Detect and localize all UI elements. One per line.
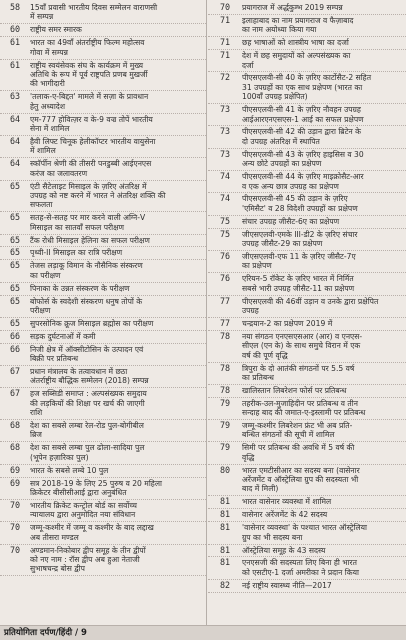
contents-entry [0, 91, 206, 113]
entry-title: हज सब्सिडी समाप्त : अल्पसंख्यक समुदाय की लड़कियों की शिक्षा पर खर्च की जाएगी राशि [30, 389, 147, 418]
entry-page-number: 80 [219, 464, 231, 475]
contents-entry [208, 385, 406, 398]
page-footer [0, 625, 406, 640]
entry-page-number: 65 [9, 234, 21, 245]
entry-page-number: 78 [219, 362, 231, 373]
contents-entry [0, 500, 206, 522]
entry-title: हैवी लिफ्ट चिनूक हेलीकॉप्टर भारतीय वायुसेना में शामिल [30, 136, 156, 156]
entry-title: प्रधान मंत्रालय के तत्वावधान में छठा अंतर्राष्ट्रीय बौद्धिक सम्मेलन (2018) सम्पन्न [30, 367, 149, 386]
entry-title: 'वासेनार व्यवस्था' के पश्चात भारत ऑस्ट्रेलिया ग्रुप का भी सदस्य बना [242, 523, 367, 542]
entry-title: पृथ्वी-II मिसाइल का रात्रि परीक्षण [30, 248, 123, 258]
contents-entry [208, 522, 406, 544]
contents-entry [208, 557, 406, 579]
entry-page-number: 65 [9, 317, 21, 328]
entry-page-number: 70 [9, 522, 21, 533]
entry-title: भारत वासेनार व्यवस्था में शामिल [242, 497, 332, 507]
entry-title: भारतीय क्रिकेट कन्ट्रोल बोर्ड का सर्वोच्च न्यायालय द्वारा अनुमोदित नया संविधान [30, 500, 137, 520]
contents-entry [208, 37, 406, 50]
entry-title: जीएसएलवी-एमके III-डी2 के ज़रिए संचार उपग्रह जीसैट-29 का प्रक्षेपण [242, 229, 358, 249]
entry-title: एम-777 होवित्ज़र व के-9 वज्र तोपें भारतीय सेना में शामिल [30, 114, 153, 133]
entry-page-number: 63 [9, 91, 21, 102]
entry-page-number: 68 [9, 420, 21, 431]
entry-title: सड़क दुर्घटनाओं में कमी [30, 331, 96, 341]
contents-entry [0, 344, 206, 366]
entry-page-number: 64 [9, 113, 21, 124]
contents-entry [208, 126, 406, 148]
entry-title: पिनाका के उन्नत संस्करण के परीक्षण [30, 283, 130, 293]
entry-page-number: 73 [219, 104, 231, 115]
entry-page-number: 81 [219, 557, 231, 568]
entry-page-number: 81 [219, 496, 231, 507]
contents-entry [0, 158, 206, 180]
entry-page-number: 82 [219, 579, 231, 590]
entry-title: इलाहाबाद का नाम प्रयागराज व फैज़ाबाद का नाम अयोध्या किया गया [242, 15, 354, 35]
entry-page-number: 79 [219, 420, 231, 431]
entry-page-number: 65 [9, 282, 21, 293]
entry-page-number: 81 [219, 522, 231, 533]
contents-entry [0, 235, 206, 248]
contents-entry [208, 318, 406, 331]
entry-title: अण्डमान-निकोबार द्वीप समूह के तीन द्वीपों को नए नाम : रॉस द्वीप अब हुआ नेताजी सुभाषचन्द्र बोस द्वीप [30, 545, 146, 574]
entry-title: पीएसएलवी-सी 44 के ज़रिए माइक्रोसैट-आर व एक अन्य छात्र उपग्रह का प्रक्षेपण [242, 172, 364, 191]
entry-page-number: 64 [9, 158, 21, 169]
entry-page-number: 75 [219, 215, 231, 226]
contents-entry [208, 331, 406, 363]
contents-entry [0, 442, 206, 464]
entry-title: 15वाँ प्रवासी भारतीय दिवस सम्मेलन वाराणसी में सम्पन्न [30, 3, 158, 22]
entry-title: छह भाषाओं को शास्त्रीय भाषा का दर्जा [242, 38, 349, 48]
entry-title: सतह-से-सतह पर मार करने वाली अग्नि-V मिसाइल का सातवाँ सफल परीक्षण [30, 213, 146, 232]
contents-entry [208, 104, 406, 126]
entry-page-number: 78 [219, 384, 231, 395]
entry-title: देश का सबसे लम्बा रेल-रोड पुल-बोगीबील ब्रिज [30, 421, 144, 440]
contents-entry [208, 72, 406, 104]
entry-title: ऑस्ट्रेलिया समूह के 43 सदस्य [242, 545, 326, 555]
contents-entry [208, 50, 406, 72]
contents-entry [0, 260, 206, 282]
entry-title: चन्द्रयान-2 का प्रक्षेपण 2019 में [242, 318, 333, 328]
entry-title: निजी क्षेत्र में ऑक्सीटोसिन के उत्पादन एवं बिक्री पर प्रतिबन्ध [30, 344, 144, 364]
entry-page-number: 73 [219, 148, 231, 159]
entry-title: बोफोर्स के स्वदेशी संस्करण धनुष तोपों के परीक्षण [30, 296, 143, 315]
entry-title: जम्मू-कश्मीर में जम्मू व कश्मीर के बाद लद्दाख अब तीसरा मण्डल [30, 523, 154, 542]
entry-page-number: 66 [9, 343, 21, 354]
contents-entry [208, 193, 406, 215]
entry-page-number: 65 [9, 247, 21, 258]
entry-title: खालिस्तान लिबरेशन फोर्स पर प्रतिबन्ध [242, 385, 347, 395]
contents-entry [208, 496, 406, 509]
entry-page-number: 76 [219, 273, 231, 284]
entry-title: एरियन-5 रॉकेट के ज़रिए भारत में निर्मित सबसे भारी उपग्रह जीसैट-11 का प्रक्षेपण [242, 274, 355, 293]
entry-title: पीएसएलवी की 46वीं उड़ान व उनके द्वारा प्रक्षेपित उपग्रह [242, 296, 379, 315]
entry-title: तहरीक-उल-मुजाहिदीन पर प्रतिबन्ध व तीन सन्दाह बाद की जमात-ए-इस्लामी पर प्रतिबन्ध [242, 398, 366, 418]
contents-entry [0, 331, 206, 344]
contents-right-column [208, 2, 406, 624]
entry-title: तेजस लड़ाकू विमान के नौसैनिक संस्करण का परीक्षण [30, 261, 143, 280]
contents-entry [208, 15, 406, 37]
entry-title: सत्र 2018-19 के लिए 25 पुरुष व 20 महिला क्रिकेटर बीसीसीआई द्वारा अनुबंधित [30, 478, 162, 497]
entry-title: भारत के सबसे लम्बे 10 पुल [30, 465, 109, 475]
entry-title: जम्मू-कश्मीर लिबरेशन फ्रंट भी अब प्रति- बन्धित संगठनों की सूची में शामिल [242, 421, 353, 440]
entry-title: भारत का 49वाँ अंतर्राष्ट्रीय फिल्म महोत्सव गोवा में सम्पन्न [30, 38, 145, 57]
entry-page-number: 65 [9, 180, 21, 191]
entry-page-number: 76 [219, 250, 231, 261]
contents-entry [0, 420, 206, 442]
contents-entry [208, 580, 406, 593]
entry-title: राष्ट्रीय स्वयंसेवक संघ के कार्यक्रम में मुख्य अतिथि के रूप में पूर्व राष्ट्रपति प्रणब मुखर्जी की भागीदारी [30, 60, 148, 89]
contents-entry [208, 363, 406, 385]
entry-title: त्रिपुरा के दो आतंकी संगठनों पर 5.5 वर्ष का प्रतिबन्ध [242, 363, 355, 382]
entry-title: पीएसएलवी-सी 45 की उड़ान के ज़रिए 'एमिसैट' व 28 विदेशी उपग्रहों का प्रक्षेपण [242, 194, 358, 213]
entry-page-number: 75 [219, 228, 231, 239]
contents-entry [0, 114, 206, 136]
contents-entry [0, 296, 206, 318]
entry-title: देश में छह समुदायों को अल्पसंख्यक का दर्जा [242, 51, 351, 70]
entry-title: स्कॉर्पीन श्रेणी की तीसरी पनडुब्बी आईएनएस करंज का जलावतरण [30, 159, 152, 178]
entry-title: सिमी पर प्रतिबन्ध की अवधि में 5 वर्ष की वृद्धि [242, 443, 355, 462]
entry-page-number: 70 [9, 499, 21, 510]
entry-page-number: 71 [219, 37, 231, 48]
entry-page-number: 70 [219, 2, 231, 12]
entry-title: वासेनार अरेंजमेंट के 42 सदस्य [242, 510, 328, 520]
contents-entry [208, 442, 406, 464]
entry-page-number: 67 [9, 388, 21, 399]
contents-entry [208, 2, 406, 15]
contents-entry [0, 2, 206, 24]
contents-entry [0, 522, 206, 544]
entry-page-number: 61 [9, 37, 21, 48]
entry-page-number: 68 [9, 442, 21, 453]
entry-title: नई राष्ट्रीय स्वास्थ्य नीति—2017 [242, 580, 332, 590]
entry-title: पीएसएलवी-सी 43 के ज़रिए हाइसिस व 30 अन्य छोटे उपग्रहों का प्रक्षेपण [242, 149, 364, 169]
entry-page-number: 78 [219, 330, 231, 341]
contents-entry [0, 478, 206, 500]
contents-entry [0, 465, 206, 478]
contents-entry [208, 251, 406, 273]
entry-page-number: 67 [9, 366, 21, 376]
entry-page-number: 69 [9, 477, 21, 488]
column-divider [206, 0, 207, 628]
entry-page-number: 61 [9, 59, 21, 70]
contents-entry [208, 465, 406, 497]
entry-title: एंटी सैटेलाइट मिसाइल के ज़रिए अंतरिक्ष में उपग्रह को नष्ट करने में भारत ने अंतरिक्ष शक्ति की सफलता [30, 181, 166, 210]
contents-entry [208, 509, 406, 522]
entry-title: राष्ट्रीय समर स्मारक [30, 25, 82, 35]
entry-page-number: 70 [9, 544, 21, 555]
contents-entry [0, 181, 206, 213]
entry-page-number: 77 [219, 295, 231, 306]
entry-page-number: 81 [219, 509, 231, 520]
contents-entry [208, 545, 406, 558]
entry-page-number: 69 [9, 464, 21, 475]
entry-page-number: 58 [9, 2, 21, 12]
entry-page-number: 65 [9, 212, 21, 223]
entry-page-number: 66 [9, 330, 21, 341]
contents-entry [208, 229, 406, 251]
entry-title: एनएसजी की सदस्यता लिए बिना ही भारत को एसटीए-1 दर्जा अमरीका ने प्रदान किया [242, 558, 359, 577]
contents-entry [208, 398, 406, 420]
contents-entry [208, 216, 406, 229]
entry-title: देश का सबसे लम्बा पुल ढोला-सादिया पुल (भूपेन हज़ारिका पुल) [30, 443, 145, 462]
entry-page-number: 79 [219, 397, 231, 408]
contents-entry [0, 24, 206, 37]
contents-entry [208, 420, 406, 442]
entry-page-number: 74 [219, 193, 231, 204]
contents-entry [0, 212, 206, 234]
contents-left-column [0, 2, 206, 624]
entry-title: नया संगठन एनएसएसआर (आर) व एनएस- सीएल (एन के) के साथ समुचे विरान में एक वर्ष की पूर्ण वृद्धि [242, 331, 363, 360]
entry-page-number: 64 [9, 135, 21, 146]
entry-page-number: 73 [219, 126, 231, 137]
entry-page-number: 74 [219, 171, 231, 182]
entry-page-number: 72 [219, 72, 231, 83]
contents-entry [208, 273, 406, 295]
entry-title: पीएसएलवी-सी 40 के ज़रिए कार्टोसैट-2 सहित 31 उपग्रहों का एक साथ प्रक्षेपण (भारत का 100वाँ उपग्रह प्रक्षेपित) [242, 73, 372, 102]
contents-entry [0, 545, 206, 577]
contents-entry [0, 283, 206, 296]
entry-title: भारत एमटीसीआर का सदस्य बना (वासेनार अरेंजमेंट व ऑस्ट्रेलिया ग्रुप की सदस्यता भी बाद में मिली) [242, 465, 360, 494]
contents-entry [208, 171, 406, 193]
entry-page-number: 81 [219, 544, 231, 555]
entry-title: पीएसएलवी-सी 41 के ज़रिए नौवहन उपग्रह आईआरएनएसएस-1 आई का सफल प्रक्षेपण [242, 105, 364, 124]
contents-entry [0, 318, 206, 331]
entry-page-number: 79 [219, 442, 231, 453]
footer-page-label: प्रतियोगिता दर्पण/हिंदी / 9 [4, 628, 87, 638]
contents-entry [0, 37, 206, 59]
entry-page-number: 65 [9, 260, 21, 271]
contents-entry [0, 247, 206, 260]
entry-title: 'तलाक-ए-बिद्दत' मामले में सज़ा के प्रावधान हेतु अध्यादेश [30, 92, 149, 111]
entry-page-number: 71 [219, 50, 231, 61]
entry-title: जीएसएलवी-एफ 11 के ज़रिए जीसैट-7ए का प्रक्षेपण [242, 251, 356, 271]
entry-page-number: 77 [219, 317, 231, 328]
contents-entry [0, 366, 206, 388]
contents-entry [0, 60, 206, 92]
entry-title: सुपरसोनिक क्रूज मिसाइल ब्रह्मोस का परीक्षण [30, 318, 154, 328]
entry-page-number: 65 [9, 295, 21, 306]
entry-page-number: 71 [219, 14, 231, 25]
entry-title: टैंक रोधी मिसाइल हेलिना का सफल परीक्षण [30, 235, 150, 245]
entry-title: प्रयागराज में अर्द्धकुम्भ 2019 सम्पन्न [242, 3, 343, 12]
contents-entry [0, 136, 206, 158]
entry-title: संचार उपग्रह जीसैट-6ए का प्रक्षेपण [242, 216, 340, 226]
entry-page-number: 60 [9, 24, 21, 35]
contents-entry [208, 149, 406, 171]
entry-title: पीएसएलवी-सी 42 की उड़ान द्वारा ब्रिटेन के दो उपग्रह अंतरिक्ष में स्थापित [242, 127, 361, 146]
contents-entry [0, 388, 206, 420]
contents-entry [208, 296, 406, 318]
